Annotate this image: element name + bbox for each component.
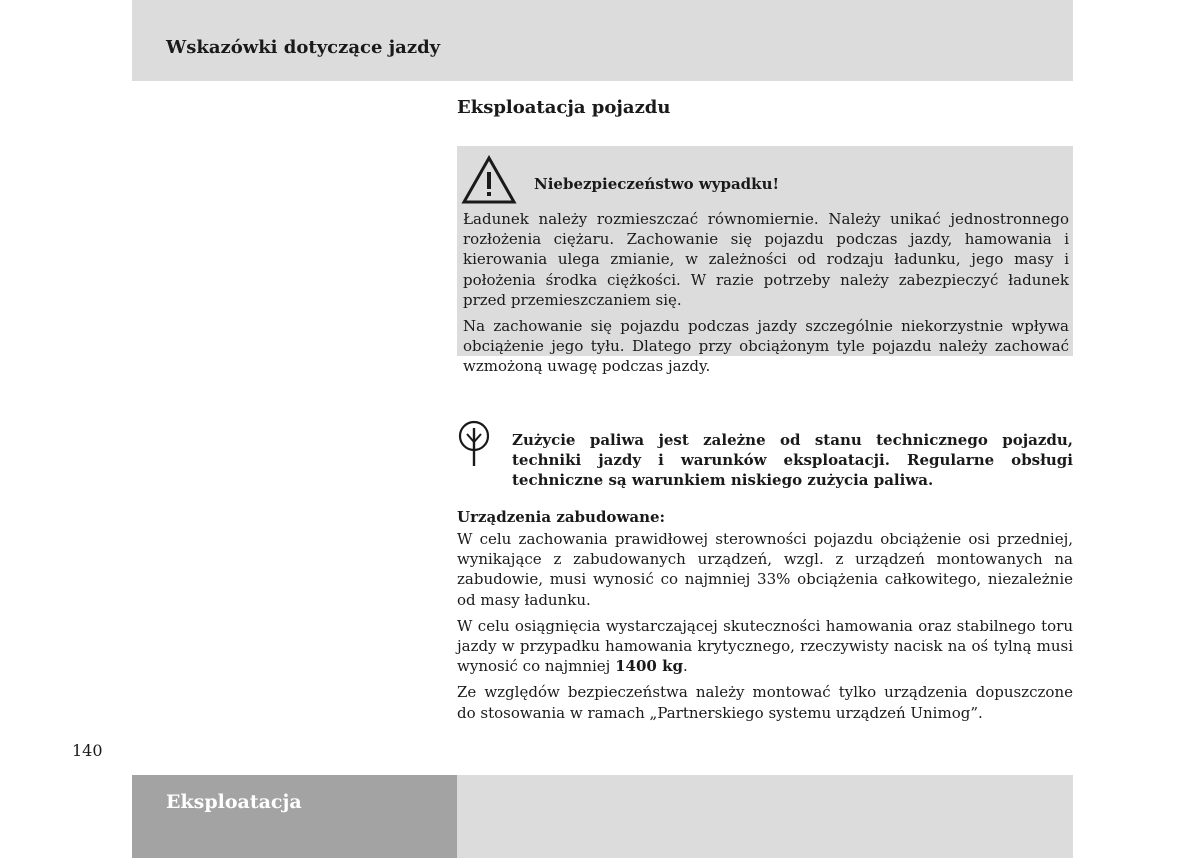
installed-paragraph-2-text: W celu osiągnięcia wystarczającej skuteczności hamowania oraz stabilnego toru jazdy w przypadku hamowania krytycznego, rzeczywisty nacisk na oś tylną musi wynosić co najmniej (457, 616, 1073, 676)
chapter-title: Wskazówki dotyczące jazdy (166, 37, 441, 58)
warning-title: Niebezpieczeństwo wypadku! (534, 175, 780, 193)
warning-triangle-icon (461, 155, 517, 205)
environment-note-text: Zużycie paliwa jest zależne od stanu technicznego pojazdu, techniki jazdy i warunków eksploatacji. Regularne obsługi techniczne są warunkiem niskiego zużycia paliwa. (512, 431, 1073, 490)
footer-chapter-title: Eksploatacja (166, 791, 302, 813)
installed-equipment-heading: Urządzenia zabudowane: (457, 508, 666, 526)
header-band (132, 0, 1073, 81)
warning-paragraph-2: Na zachowanie się pojazdu podczas jazdy szczególnie niekorzystnie wpływa obciążenie jego tyłu. Dlatego przy obciążonym tyle pojazdu należy zachować wzmożoną uwagę podczas jazdy. (463, 317, 1069, 376)
footer-band (457, 775, 1073, 858)
warning-box (457, 146, 1073, 376)
rear-axle-load-value: 1400 kg (615, 657, 683, 676)
installed-equipment-section (457, 507, 1073, 729)
installed-paragraph-2-end: . (682, 657, 688, 676)
footer-chapter-tab (132, 775, 457, 858)
page-number: 140 (72, 741, 103, 760)
tree-icon (457, 420, 491, 468)
environment-note (457, 420, 1073, 492)
warning-paragraph-1: Ładunek należy rozmieszczać równomiernie. Należy unikać jednostronnego rozłożenia ciężaru. Zachowanie się pojazdu podczas jazdy, hamowania i kierowania ulega zmianie, w zależności od rodzaju ładunku, jego masy i położenia środka ciężkości. W razie potrzeby należy zabezpieczyć ładunek przed przemieszczaniem się. (463, 210, 1069, 309)
installed-paragraph-2 (457, 616, 1073, 677)
warning-body (463, 209, 1069, 383)
installed-paragraph-3: Ze względów bezpieczeństwa należy montować tylko urządzenia dopuszczone do stosowania w ramach „Partnerskiego systemu urządzeń Unimog”. (457, 683, 1073, 722)
installed-paragraph-1: W celu zachowania prawidłowej sterowności pojazdu obciążenie osi przedniej, wynikające z zabudowanych urządzeń, wzgl. z urządzeń montowanych na zabudowie, musi wynosić co najmniej 33% obciążenia całkowitego, niezależnie od masy ładunku. (457, 530, 1073, 609)
section-title: Eksploatacja pojazdu (457, 97, 671, 118)
